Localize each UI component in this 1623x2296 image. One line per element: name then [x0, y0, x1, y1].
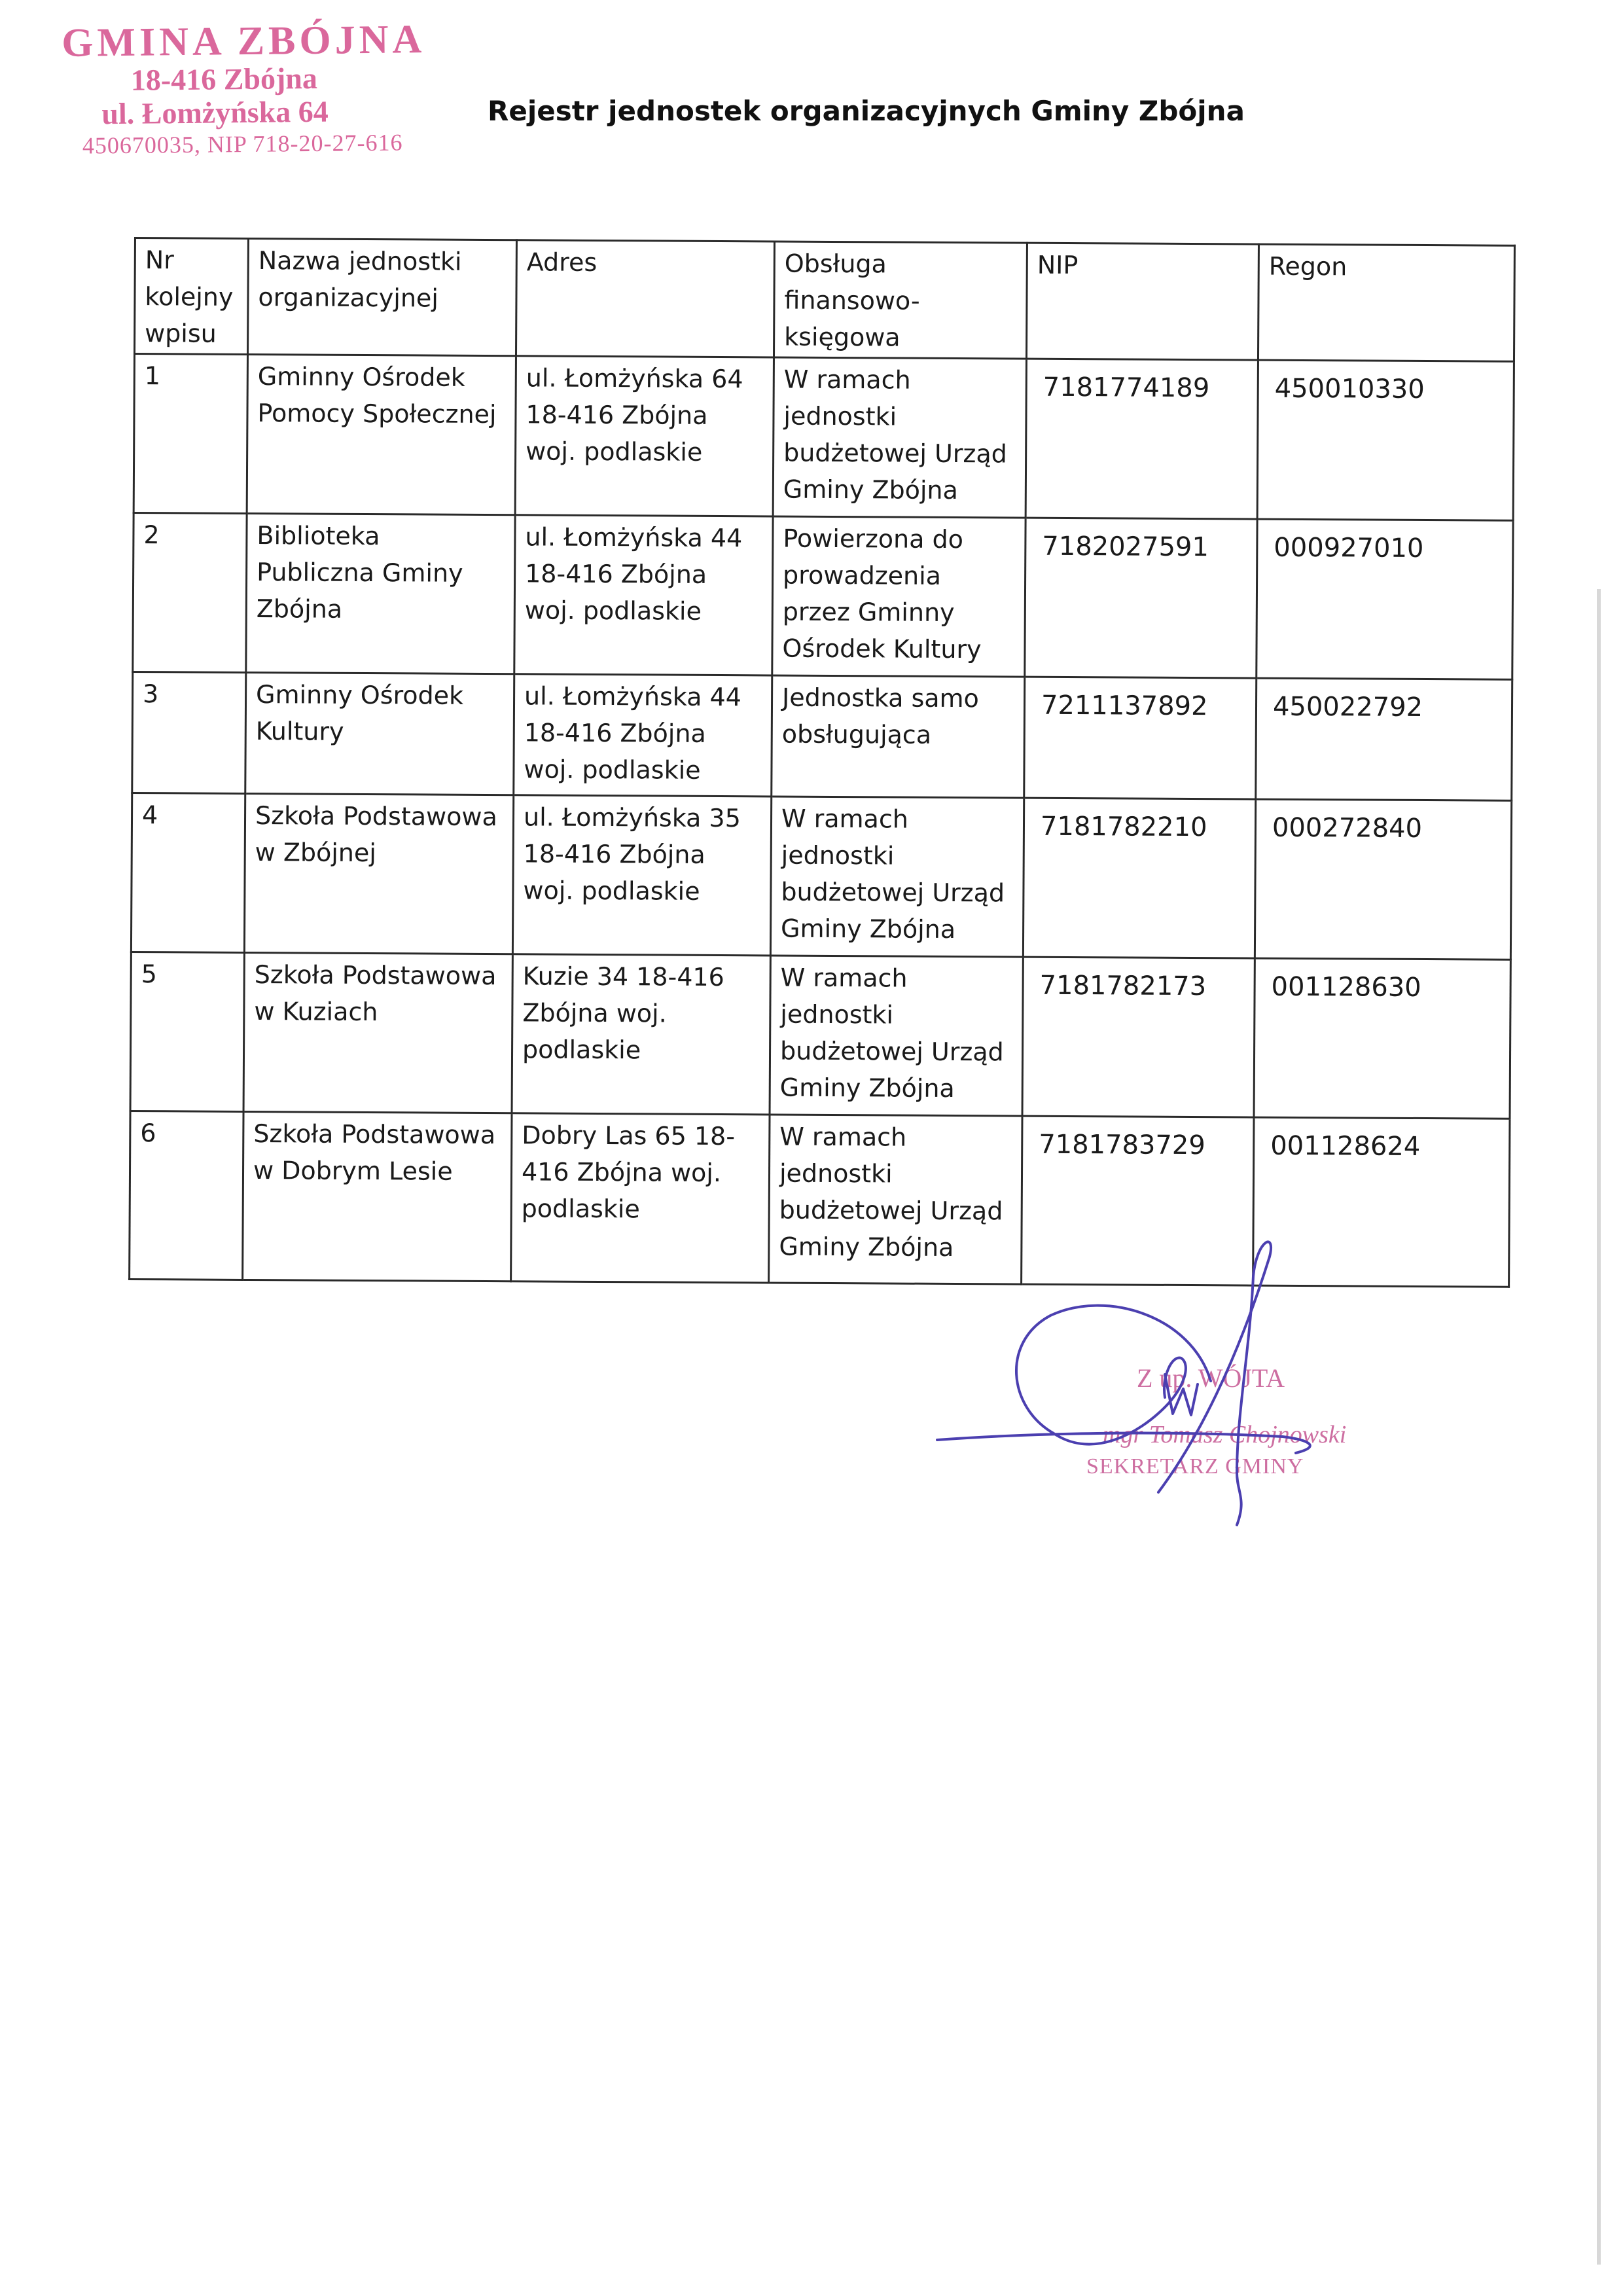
cell-nr: 3: [132, 672, 246, 793]
table-row: [133, 513, 1513, 680]
signature-stamp-authorization: Z up. WÓJTA: [1137, 1363, 1285, 1393]
handwritten-signature-icon: [929, 1217, 1400, 1532]
cell-nr: 1: [134, 354, 247, 514]
cell-address: ul. Łomżyńska 44 18-416 Zbójna woj. podlaskie: [514, 674, 772, 797]
cell-regon: 000927010: [1257, 519, 1513, 679]
cell-service: W ramach jednostki budżetowej Urząd Gminy Zbójna: [773, 357, 1026, 518]
table-row: [134, 354, 1514, 521]
cell-address: ul. Łomżyńska 35 18-416 Zbójna woj. podlaskie: [512, 795, 771, 956]
header-nip: NIP: [1026, 243, 1258, 360]
cell-name: Szkoła Podstawowa w Zbójnej: [244, 793, 513, 954]
table-row: [132, 672, 1512, 800]
cell-service: Powierzona do prowadzenia przez Gminny Ośrodek Kultury: [772, 516, 1026, 677]
cell-name: Biblioteka Publiczna Gminy Zbójna: [246, 513, 515, 673]
cell-address: Kuzie 34 18-416 Zbójna woj. podlaskie: [512, 954, 770, 1115]
cell-nip: 7182027591: [1025, 518, 1257, 678]
cell-nip: 7181783729: [1022, 1116, 1254, 1285]
cell-address: ul. Łomżyńska 44 18-416 Zbójna woj. podlaskie: [514, 515, 773, 675]
cell-name: Szkoła Podstawowa w Kuziach: [243, 952, 512, 1113]
cell-service: W ramach jednostki budżetowej Urząd Gminy Zbójna: [770, 797, 1024, 957]
cell-name: Gminny Ośrodek Pomocy Społecznej: [247, 354, 516, 514]
cell-regon: 000272840: [1255, 799, 1511, 960]
table-header-row: [135, 238, 1515, 362]
cell-nip: 7181774189: [1026, 359, 1258, 519]
registry-table: [128, 237, 1516, 1288]
header-regon: Regon: [1258, 244, 1514, 361]
cell-regon: 450010330: [1257, 360, 1514, 520]
cell-nr: 2: [133, 513, 247, 673]
signature-block: [929, 1217, 1400, 1532]
header-address: Adres: [516, 240, 774, 357]
stamp-postal-code: 18-416 Zbójna: [130, 61, 318, 97]
cell-address: Dobry Las 65 18-416 Zbójna woj. podlaskie: [511, 1113, 770, 1283]
table-row: [130, 952, 1510, 1119]
document-title: Rejestr jednostek organizacyjnych Gminy Zbójna: [488, 95, 1245, 127]
table-row: [131, 793, 1511, 960]
stamp-street-address: ul. Łomżyńska 64: [101, 94, 329, 131]
cell-address: ul. Łomżyńska 64 18-416 Zbójna woj. podlaskie: [515, 356, 774, 516]
cell-nr: 4: [131, 793, 245, 952]
cell-nr: 5: [130, 952, 244, 1111]
municipal-stamp: [62, 18, 429, 160]
stamp-municipality-name: GMINA ZBÓJNA: [61, 17, 426, 65]
cell-nr: 6: [130, 1111, 243, 1280]
cell-service: W ramach jednostki budżetowej Urząd Gminy Zbójna: [769, 1115, 1022, 1284]
cell-nip: 7181782173: [1022, 957, 1255, 1117]
cell-regon: 450022792: [1256, 678, 1512, 800]
header-service: Obsługa finansowo-księgowa: [774, 242, 1027, 359]
cell-nip: 7211137892: [1024, 677, 1257, 799]
cell-service: W ramach jednostki budżetowej Urząd Gminy Zbójna: [770, 956, 1023, 1116]
cell-name: Szkoła Podstawowa w Dobrym Lesie: [243, 1111, 512, 1281]
cell-name: Gminny Ośrodek Kultury: [245, 672, 514, 795]
signature-stamp-name: mgr Tomasz Chojnowski: [1103, 1421, 1347, 1448]
signature-stamp-title: SEKRETARZ GMINY: [1086, 1454, 1304, 1479]
cell-nip: 7181782210: [1023, 798, 1255, 958]
cell-service: Jednostka samo obsługująca: [772, 675, 1025, 798]
scan-edge-divider: [1597, 589, 1601, 2265]
header-nr: Nr kolejny wpisu: [135, 238, 249, 355]
cell-regon: 001128630: [1254, 958, 1510, 1119]
stamp-tax-ids: 450670035, NIP 718-20-27-616: [82, 129, 403, 159]
cell-regon: 001128624: [1253, 1117, 1510, 1287]
header-name: Nazwa jednostki organizacyjnej: [248, 238, 517, 355]
